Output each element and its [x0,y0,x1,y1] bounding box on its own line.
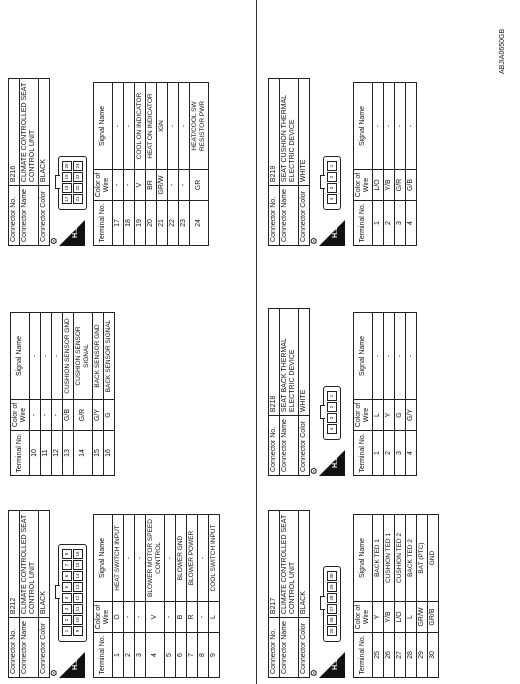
b219-header: Connector No. B219 Connector Name SEAT CUSHION THERMAL ELECTRIC DEVICE Connector Color WHITE [268,78,310,246]
b218-pin-table: Terminal No. Color of Wire Signal Name 1 L - 2 Y - 3 G - 4 G/Y - [353,312,417,476]
terminal-no: 2 [384,431,395,476]
pin-row [406,83,417,246]
pin-row [384,313,395,476]
wire-color: G/Y [93,400,104,431]
b212-pin-table: Terminal No. Color of Wire Signal Name 1 O HEAT SWITCH INPUT 2 - - 3 - - 4 V BLOWER MOTOR SPEED CONTROL 5 - - 6 B BLOWER GND 7 R BLOWER POWER 8 - - 9 L COOL SWITCH INPUT [93,514,220,678]
terminal-no: 14 [74,431,93,476]
b218-header: Connector No. B218 Connector Name SEAT BACK THERMAL ELECTRIC DEVICE Connector Color WHITE [268,308,310,476]
terminal-no: 1 [373,201,384,246]
terminal-no: 16 [104,431,115,476]
pin-row [179,83,190,246]
hs-icon: ⚙ H.S. [59,652,85,678]
terminal-no: 4 [406,201,417,246]
connector-pin: 1 [62,626,72,636]
pin-row [135,515,146,678]
wire-color: L [406,602,417,633]
signal-name: GND [428,515,439,602]
connector-pin: 26 [327,615,337,625]
pin-row [209,515,220,678]
b217-connector-face [323,566,341,642]
terminal-no: 18 [124,201,135,246]
terminal-no: 30 [428,633,439,678]
pin-row [113,515,124,678]
connector-pin: 2 [327,402,337,412]
wire-color: - [198,602,209,633]
pin-row [41,313,52,476]
wire-color: - [165,602,176,633]
wire-color: - [30,400,41,431]
pin-row [395,83,406,246]
pin-row [74,313,93,476]
signal-name: HEAT/COOL SW RESISTOR PWR [190,83,209,170]
connector-pin: 13 [73,582,83,592]
signal-name: - [395,313,406,400]
connector-pin: 17 [62,194,72,204]
terminal-no: 10 [30,431,41,476]
b216-header: Connector No. B216 Connector Name CLIMATE CONTROLLED SEAT CONTROL UNIT Connector Color BLACK [8,78,50,246]
pin-row [113,83,124,246]
b212-connector-face [58,544,87,642]
signal-name: - [373,313,384,400]
terminal-no: 1 [113,633,124,678]
hs-icon: ⚙ H.S. [59,220,85,246]
connector-pin: 3 [62,604,72,614]
signal-name: BACK TED 2 [406,515,417,602]
terminal-no: 27 [395,633,406,678]
signal-name: BACK TED 1 [373,515,384,602]
b212-header: Connector No. B212 Connector Name CLIMATE CONTROLLED SEAT CONTROL UNIT Connector Color BLACK [8,510,50,678]
pin-row [157,83,168,246]
connector-b217 [268,510,439,678]
wire-color: B [176,602,187,633]
pin-row [373,313,384,476]
connector-pin: 4 [62,593,72,603]
b217-header: Connector No. B217 Connector Name CLIMATE CONTROLLED SEAT CONTROL UNIT Connector Color BLACK [268,510,310,678]
signal-name: IGN [157,83,168,170]
pin-row [63,313,74,476]
terminal-no: 23 [179,201,190,246]
terminal-no: 15 [93,431,104,476]
connector-pin: 24 [73,161,83,171]
wire-color: L [373,400,384,431]
hs-icon: ⚙ H.S. [319,652,345,678]
connector-pin: 9 [73,626,83,636]
signal-name: BLOWER GND [176,515,187,602]
wire-color: - [168,170,179,201]
connector-pin: 27 [327,604,337,614]
signal-name: - [198,515,209,602]
connector-pin: 29 [327,582,337,592]
hs-icon: ⚙ H.S. [319,220,345,246]
signal-name: BACK SENSOR GND [93,313,104,400]
connector-pin: 1 [327,391,337,401]
pin-row [428,515,439,678]
wire-color: V [135,170,146,201]
signal-name: COOL SWITCH INPUT [209,515,220,602]
terminal-no: 17 [113,201,124,246]
connector-pin: 2 [62,615,72,625]
terminal-no: 5 [165,633,176,678]
signal-name: - [135,515,146,602]
signal-name: - [406,83,417,170]
connector-pin: 14 [73,571,83,581]
signal-name: - [41,313,52,400]
terminal-no: 20 [146,201,157,246]
connector-pin: 2 [327,172,337,182]
terminal-no: 7 [187,633,198,678]
pin-row [168,83,179,246]
signal-name: - [124,515,135,602]
terminal-no: 11 [41,431,52,476]
signal-name: BAT (PTC) [417,515,428,602]
wire-color: - [113,170,124,201]
signal-name: - [113,83,124,170]
signal-name: - [165,515,176,602]
wire-color: BR [146,170,157,201]
signal-name: CUSHION TED 2 [395,515,406,602]
terminal-no: 3 [135,633,146,678]
pin-row [124,515,135,678]
signal-name: - [124,83,135,170]
terminal-no: 3 [395,431,406,476]
connector-pin: 18 [62,183,72,193]
pin-row [373,83,384,246]
wire-color: - [124,170,135,201]
connector-pin: 30 [327,571,337,581]
signal-name: BACK SENSOR SIGNAL [104,313,115,400]
pin-row [165,515,176,678]
signal-name: - [179,83,190,170]
b219-pin-table: Terminal No. Color of Wire Signal Name 1 L/O - 2 Y/B - 3 G/R - 4 G/B - [353,82,417,246]
terminal-no: 4 [146,633,165,678]
terminal-no: 28 [406,633,417,678]
terminal-no: 13 [63,431,74,476]
terminal-no: 6 [176,633,187,678]
wire-color: G/B [406,170,417,201]
pin-row [187,515,198,678]
pin-row [198,515,209,678]
terminal-no: 3 [395,201,406,246]
terminal-no: 2 [124,633,135,678]
terminal-no: 2 [384,201,395,246]
terminal-no: 12 [52,431,63,476]
connector-pin: 23 [73,172,83,182]
b212-no: B212 [9,511,20,618]
signal-name: CUSHION SENSOR SIGNAL [74,313,93,400]
signal-name: HEAT ON INDICATOR [146,83,157,170]
signal-name: - [406,313,417,400]
connector-pin: 10 [73,615,83,625]
connector-pin: 4 [327,194,337,204]
wire-color: Y [384,400,395,431]
connector-pin: 15 [73,560,83,570]
terminal-no: 26 [384,633,395,678]
signal-name: BLOWER MOTOR SPEED CONTROL [146,515,165,602]
wire-color: Y/B [384,170,395,201]
terminal-no: 22 [168,201,179,246]
wire-color: GR [190,170,209,201]
wire-color: Y [373,602,384,633]
wire-color: G/R [74,400,93,431]
terminal-no: 19 [135,201,146,246]
pin-row [417,515,428,678]
wire-color: GR/W [417,602,428,633]
wire-color: - [124,602,135,633]
signal-name: - [384,313,395,400]
connector-pin: 6 [62,571,72,581]
wire-color: - [135,602,146,633]
signal-name: - [30,313,41,400]
terminal-no: 9 [209,633,220,678]
signal-name: - [384,83,395,170]
pin-row [146,83,157,246]
connector-b219 [268,78,417,246]
connector-pin: 12 [73,593,83,603]
terminal-no: 29 [417,633,428,678]
connector-b218 [268,308,417,476]
pin-row [135,83,146,246]
connector-pin: 19 [62,172,72,182]
terminal-no: 24 [190,201,209,246]
reference-code: ABJIA0650GB [499,28,506,74]
connector-pin: 11 [73,604,83,614]
wire-color: - [41,400,52,431]
b212-color: BLACK [39,511,50,618]
connector-pin: 21 [73,194,83,204]
terminal-no: 25 [373,633,384,678]
connector-pin: 20 [62,161,72,171]
connector-pin: 22 [73,183,83,193]
b216-connector-face [58,156,87,210]
pin-row [104,313,115,476]
signal-name: - [168,83,179,170]
b219-connector-face [323,156,341,210]
connector-pin: 3 [327,413,337,423]
connector-b212 [8,510,220,678]
pin-row [124,83,135,246]
signal-name: HEAT SWITCH INPUT [113,515,124,602]
wire-color: R [187,602,198,633]
wire-color: G [395,400,406,431]
wire-color: G/R [395,170,406,201]
b217-pin-table: Terminal No. Color of Wire Signal Name 25 Y BACK TED 1 26 Y/B CUSHION TED 1 27 L/O CUSHION TED 2 28 L BACK TED 2 29 GR/W BAT (PTC) 30 GR/B GND [353,514,439,678]
signal-name: - [373,83,384,170]
hs-icon: ⚙ H.S. [319,450,345,476]
terminal-no: 1 [373,431,384,476]
connector-pin: 8 [62,549,72,559]
connector-pin: 4 [327,424,337,434]
signal-name: BLOWER POWER [187,515,198,602]
pin-row [395,313,406,476]
pin-row [384,515,395,678]
connector-b212-continued [8,312,115,476]
wire-color: O [113,602,124,633]
connector-pin: 1 [327,161,337,171]
pin-row [146,515,165,678]
connector-pin: 7 [62,560,72,570]
wire-color: - [52,400,63,431]
connector-pin: 3 [327,183,337,193]
b216-pin-table: Terminal No. Color of Wire Signal Name 17 - - 18 - - 19 V COOL ON INDICATOR 20 BR HEAT ON INDICATOR 21 GR/W IGN 22 - - 23 - - 24 GR HEAT/COOL SW RESISTOR PWR [93,82,209,246]
b212-pin-table-continued: Terminal No. Color of Wire Signal Name 10 - - 11 - - 12 - - 13 G/B CUSHION SENSOR GND 14 G/R CUSHION SENSOR SIGNAL 15 G/Y BACK SENSOR GND 16 G BACK SENSOR SIGNAL [10,312,115,476]
wire-color: G/Y [406,400,417,431]
signal-name: COOL ON INDICATOR [135,83,146,170]
pin-row [93,313,104,476]
pin-row [176,515,187,678]
pin-row [52,313,63,476]
pin-row [406,515,417,678]
wire-color: - [179,170,190,201]
pin-row [406,313,417,476]
terminal-no: 8 [198,633,209,678]
wire-color: G [104,400,115,431]
pin-row [395,515,406,678]
pin-row [30,313,41,476]
wire-color: L/O [373,170,384,201]
connector-b216 [8,78,209,246]
pin-row [384,83,395,246]
signal-name: - [395,83,406,170]
signal-name: CUSHION SENSOR GND [63,313,74,400]
connector-pin: 25 [327,626,337,636]
terminal-no: 21 [157,201,168,246]
terminal-no: 4 [406,431,417,476]
wire-color: G/B [63,400,74,431]
pin-row [373,515,384,678]
signal-name: - [52,313,63,400]
signal-name: CUSHION TED 1 [384,515,395,602]
wire-color: L/O [395,602,406,633]
b212-name: CLIMATE CONTROLLED SEAT CONTROL UNIT [20,511,39,618]
b218-connector-face [323,386,341,440]
wire-color: Y/B [384,602,395,633]
pin-row [190,83,209,246]
connector-pin: 5 [62,582,72,592]
connector-pin: 16 [73,549,83,559]
wire-color: V [146,602,165,633]
wire-color: GR/B [428,602,439,633]
wire-color: L [209,602,220,633]
connector-pin: 28 [327,593,337,603]
wire-color: GR/W [157,170,168,201]
section-divider [256,0,257,684]
